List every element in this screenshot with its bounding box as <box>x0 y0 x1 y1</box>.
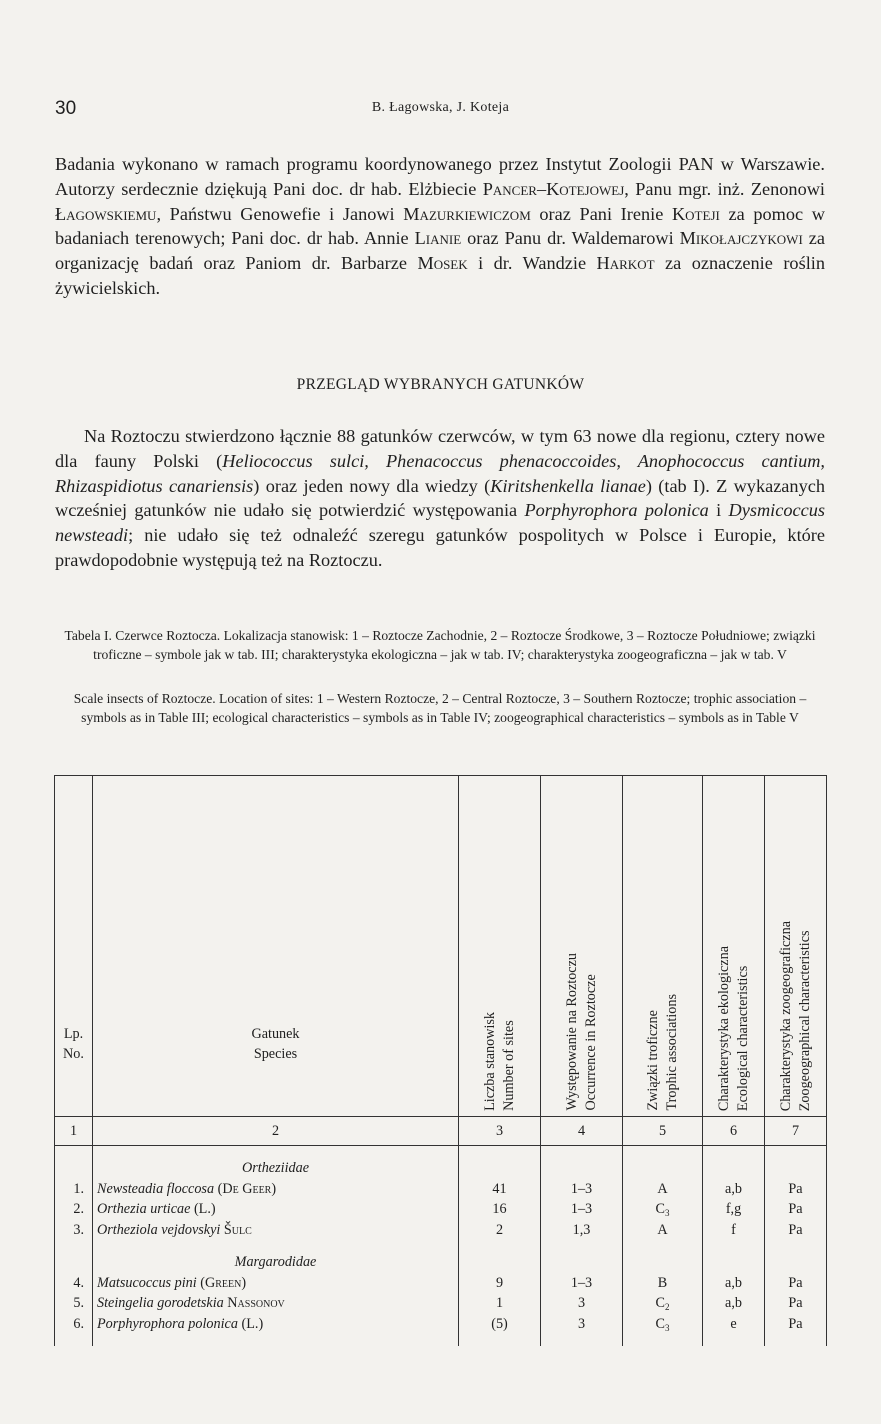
table-row <box>55 1293 827 1314</box>
zoogeographical-characteristics: Pa <box>765 1293 827 1314</box>
column-number: 6 <box>703 1117 765 1146</box>
row-number: 3. <box>55 1220 93 1241</box>
column-number: 4 <box>541 1117 623 1146</box>
species-name: Matsucoccus pini (Green) <box>93 1273 459 1294</box>
zoogeographical-characteristics: Pa <box>765 1220 827 1241</box>
sites-count: 1 <box>459 1293 541 1314</box>
table-row <box>55 1199 827 1220</box>
family-name: Ortheziidae <box>93 1158 459 1179</box>
sites-count: (5) <box>459 1314 541 1335</box>
column-number: 2 <box>93 1117 459 1146</box>
header-trophic: Związki troficzne Trophic associations <box>623 776 703 1117</box>
header-lp: Lp. No. <box>55 776 93 1117</box>
zoogeographical-characteristics: Pa <box>765 1273 827 1294</box>
column-number-row <box>55 1117 827 1146</box>
header-sites: Liczba stanowisk Number of sites <box>459 776 541 1117</box>
sites-count: 9 <box>459 1273 541 1294</box>
ecological-characteristics: a,b <box>703 1179 765 1200</box>
occurrence: 3 <box>541 1293 623 1314</box>
zoogeographical-characteristics: Pa <box>765 1199 827 1220</box>
species-name: Steingelia gorodetskia Nassonov <box>93 1293 459 1314</box>
table-caption-english: Scale insects of Roztocze. Location of sites: 1 – Western Roztocze, 2 – Central Roztocze, 3 – Southern Roztocze; trophic association – symbols as in Table III; ecological characteristics – symbols as in Table IV; zoogeographical characteristics – symbols as in Table V <box>73 691 807 725</box>
species-name: Orthezia urticae (L.) <box>93 1199 459 1220</box>
column-number: 3 <box>459 1117 541 1146</box>
ecological-characteristics: f <box>703 1220 765 1241</box>
row-number: 6. <box>55 1314 93 1335</box>
header-species: Gatunek Species <box>93 776 459 1117</box>
page-header <box>55 98 826 124</box>
section-title: PRZEGLĄD WYBRANYCH GATUNKÓW <box>296 376 585 393</box>
table-caption-polish: Tabela I. Czerwce Roztocza. Lokalizacja stanowisk: 1 – Roztocze Zachodnie, 2 – Roztocze Środkowe, 3 – Roztocze Południowe; związki troficzne – symbole jak w tab. III; charakterystyka ekologiczna – jak w tab. IV; charakterystyka zoogeograficzna – jak w tab. V <box>64 628 816 662</box>
row-number: 2. <box>55 1199 93 1220</box>
table-row <box>55 1179 827 1200</box>
table-row <box>55 1273 827 1294</box>
occurrence: 1–3 <box>541 1273 623 1294</box>
trophic-association: B <box>623 1273 703 1294</box>
overview-paragraph: Na Roztoczu stwierdzono łącznie 88 gatunków czerwców, w tym 63 nowe dla regionu, cztery nowe dla fauny Polski (Heliococcus sulci, Phenacoccus phenacoccoides, Anophococcus cantium, Rhizaspidiotus canariensis) oraz jeden nowy dla wiedzy (Kiritshenkella lianae) (tab I). Z wykazanych wcześniej gatunków nie udało się potwierdzić występowania Porphyrophora polonica i Dysmicoccus newsteadi; nie udało się też odnaleźć szeregu gatunków pospolitych w Polsce i Europie, które prawdopodobnie występują też na Roztoczu. <box>55 426 825 570</box>
family-name: Margarodidae <box>93 1252 459 1273</box>
acknowledgement-paragraph: Badania wykonano w ramach programu koordynowanego przez Instytut Zoologii PAN w Warszawie. Autorzy serdecznie dziękują Pani doc. dr hab. Elżbiecie Pancer–Kotejowej, Panu mgr. inż. Zenonowi Łagowskiemu, Państwu Genowefie i Janowi Mazurkiewiczom oraz Pani Irenie Koteji za pomoc w badaniach terenowych; Pani doc. dr hab. Annie Lianie oraz Panu dr. Waldemarowi Mikołajczykowi za organizację badań oraz Paniom dr. Barbarze Mosek i dr. Wandzie Harkot za oznaczenie roślin żywicielskich. <box>55 154 825 298</box>
trophic-association: $C_3$ <box>623 1314 703 1335</box>
species-name: Newsteadia floccosa (De Geer) <box>93 1179 459 1200</box>
column-number: 1 <box>55 1117 93 1146</box>
species-name: Porphyrophora polonica (L.) <box>93 1314 459 1335</box>
header-ecological: Charakterystyka ekologiczna Ecological characteristics <box>703 776 765 1117</box>
zoogeographical-characteristics: Pa <box>765 1314 827 1335</box>
trophic-association: A <box>623 1220 703 1241</box>
table-row <box>55 1220 827 1241</box>
row-number: 1. <box>55 1179 93 1200</box>
row-number: 5. <box>55 1293 93 1314</box>
table-row <box>55 1314 827 1335</box>
trophic-association: $C_2$ <box>623 1293 703 1314</box>
column-number: 7 <box>765 1117 827 1146</box>
header-occurrence: Występowanie na Roztoczu Occurrence in Roztocze <box>541 776 623 1117</box>
trophic-association: A <box>623 1179 703 1200</box>
species-table <box>54 775 827 1346</box>
header-zoogeographical: Charakterystyka zoogeograficzna Zoogeographical characteristics <box>765 776 827 1117</box>
occurrence: 1,3 <box>541 1220 623 1241</box>
ecological-characteristics: f,g <box>703 1199 765 1220</box>
occurrence: 1–3 <box>541 1199 623 1220</box>
sites-count: 41 <box>459 1179 541 1200</box>
table-header-row <box>55 776 827 1117</box>
sites-count: 16 <box>459 1199 541 1220</box>
sites-count: 2 <box>459 1220 541 1241</box>
ecological-characteristics: e <box>703 1314 765 1335</box>
page-number: 30 <box>55 98 77 119</box>
trophic-association: $C_3$ <box>623 1199 703 1220</box>
occurrence: 3 <box>541 1314 623 1335</box>
ecological-characteristics: a,b <box>703 1273 765 1294</box>
running-head: B. Łagowska, J. Koteja <box>371 100 510 115</box>
column-number: 5 <box>623 1117 703 1146</box>
family-row <box>55 1252 827 1273</box>
zoogeographical-characteristics: Pa <box>765 1179 827 1200</box>
row-number: 4. <box>55 1273 93 1294</box>
ecological-characteristics: a,b <box>703 1293 765 1314</box>
family-row <box>55 1158 827 1179</box>
occurrence: 1–3 <box>541 1179 623 1200</box>
species-name: Ortheziola vejdovskyi Šulc <box>93 1220 459 1241</box>
